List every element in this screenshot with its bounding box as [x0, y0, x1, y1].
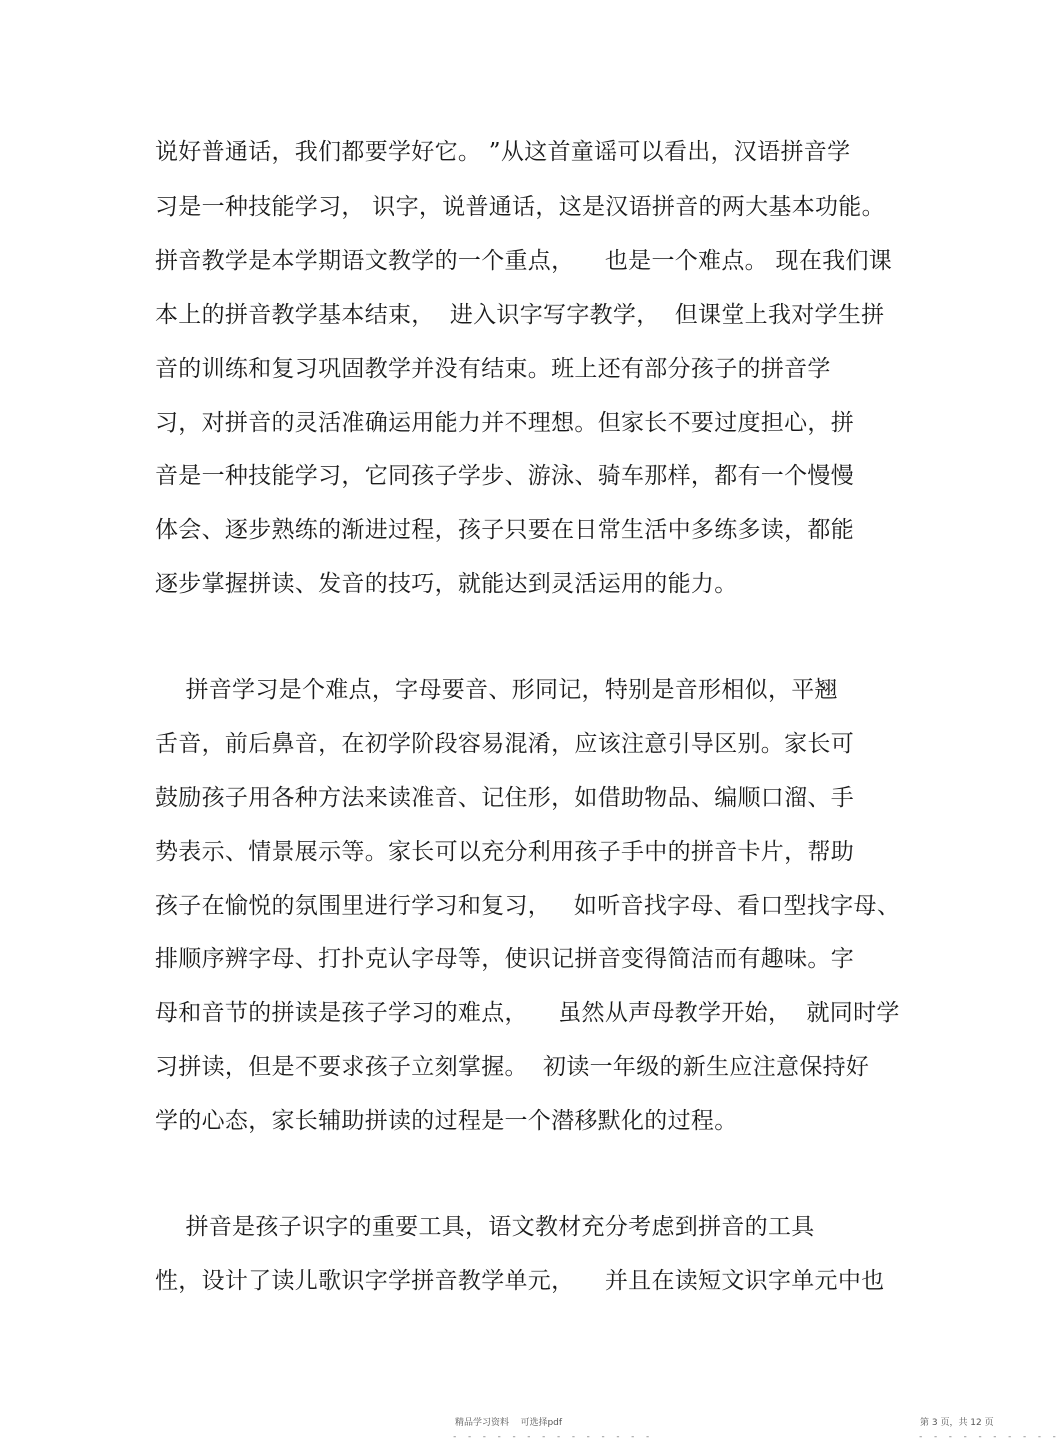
text-line: 拼音学习是个难点，字母要音、形同记，特别是音形相似，平翘 [155, 677, 838, 703]
page-number: 第 3 页，共 12 页 [920, 1418, 994, 1428]
text-line: 习，对拼音的灵活准确运用能力并不理想。但家长不要过度担心，拼 [155, 410, 854, 436]
text-line: 本上的拼音教学基本结束， 进入识字写字教学， 但课堂上我对学生拼 [155, 302, 885, 328]
text-line: 逐步掌握拼读、发音的技巧，就能达到灵活运用的能力。 [155, 571, 738, 597]
text-line: 习是一种技能学习， 识字，说普通话，这是汉语拼音的两大基本功能。 [155, 194, 885, 220]
text-line: 拼音是孩子识字的重要工具，语文教材充分考虑到拼音的工具 [155, 1214, 815, 1240]
text-line: 学的心态，家长辅助拼读的过程是一个潜移默化的过程。 [155, 1108, 738, 1134]
footer-right-dashes: - - - - - - - - - - [918, 1432, 1059, 1442]
text-line: 排顺序辨字母、打扑克认字母等，使识记拼音变得简洁而有趣味。字 [155, 946, 854, 972]
text-line: 舌音，前后鼻音，在初学阶段容易混淆，应该注意引导区别。家长可 [155, 731, 854, 757]
text-line: 孩子在愉悦的氛围里进行学习和复习， 如听音找字母、看口型找字母、 [155, 893, 901, 919]
text-line: 鼓励孩子用各种方法来读准音、记住形，如借助物品、编顺口溜、手 [155, 785, 854, 811]
text-line: 音的训练和复习巩固教学并没有结束。班上还有部分孩子的拼音学 [155, 356, 831, 382]
text-line: 体会、逐步熟练的渐进过程，孩子只要在日常生活中多练多读，都能 [155, 517, 854, 543]
text-line: 习拼读，但是不要求孩子立刻掌握。 初读一年级的新生应注意保持好 [155, 1054, 870, 1080]
text-line: 势表示、情景展示等。家长可以充分利用孩子手中的拼音卡片，帮助 [155, 839, 854, 865]
text-line: 性，设计了读儿歌识字学拼音教学单元， 并且在读短文识字单元中也 [155, 1268, 885, 1294]
footer-left-dashes: - - - - - - - - - - - - - - [452, 1432, 653, 1442]
text-line: 母和音节的拼读是孩子学习的难点， 虽然从声母教学开始， 就同时学 [155, 1000, 900, 1026]
text-line: 拼音教学是本学期语文教学的一个重点， 也是一个难点。 现在我们课 [155, 248, 893, 274]
text-line: 音是一种技能学习，它同孩子学步、游泳、骑车那样，都有一个慢慢 [155, 463, 854, 489]
footer-watermark-text: 精品学习资料 可选择pdf [455, 1418, 563, 1428]
text-line: 说好普通话，我们都要学好它。 ”从这首童谣可以看出，汉语拼音学 [155, 139, 851, 165]
